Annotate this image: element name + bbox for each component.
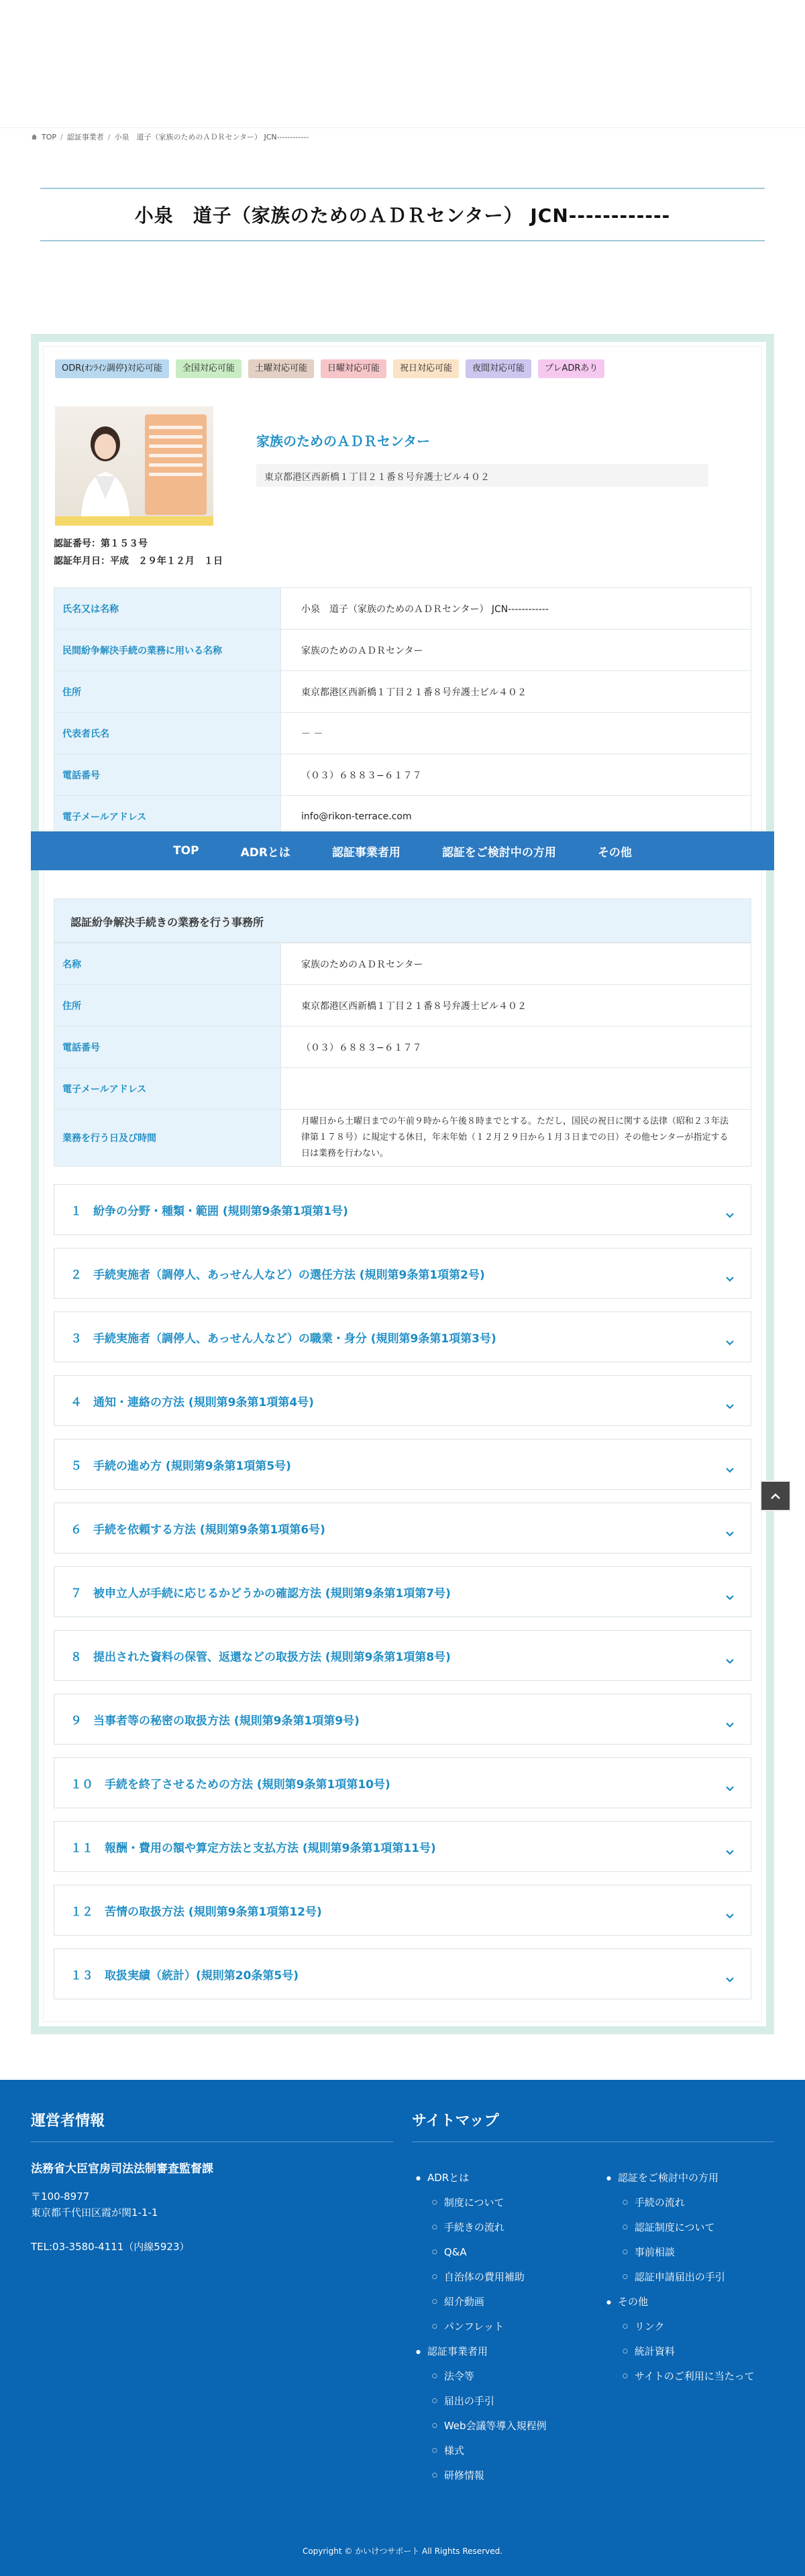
sitemap-link[interactable]: ● その他: [606, 2290, 755, 2315]
sitemap-link[interactable]: ○ 届出の手引: [416, 2389, 547, 2414]
sitemap-link[interactable]: ○ 研修情報: [416, 2463, 547, 2488]
table-row: [54, 1068, 751, 1110]
row-label: 電子メールアドレス: [54, 796, 281, 837]
nav-item[interactable]: ADRとは: [240, 845, 290, 860]
scroll-to-top-button[interactable]: [760, 1480, 791, 1511]
row-value: [281, 1068, 751, 1110]
row-value: （０３）６８８３−６１７７: [281, 1027, 751, 1068]
table-row: [54, 1027, 751, 1068]
sitemap-link[interactable]: ○ 手続の流れ: [606, 2190, 755, 2215]
feature-tag: 祝日対応可能: [393, 359, 459, 378]
operator-tel: TEL:03-3580-4111（内線5923）: [31, 2241, 190, 2253]
chevron-up-icon: [770, 1492, 781, 1499]
sitemap-link[interactable]: ○ Q&A: [416, 2240, 547, 2265]
accordion-title: ６ 手続を依頼する方法 (規則第9条第1項第6号): [70, 1523, 325, 1537]
row-value: 小泉 道子（家族のためのＡＤＲセンター） JCN------------: [281, 588, 751, 630]
certification-info: [54, 535, 223, 570]
row-label: 電子メールアドレス: [54, 1068, 281, 1110]
office-heading: 認証紛争解決手続きの業務を行う事務所: [54, 898, 751, 943]
breadcrumb-link-top[interactable]: TOP: [42, 132, 57, 141]
postal-code: 〒100-8977: [31, 2190, 90, 2203]
chevron-down-icon: [725, 1529, 735, 1539]
table-row: [54, 985, 751, 1027]
row-label: 代表者氏名: [54, 713, 281, 754]
sitemap-link[interactable]: ○ 紹介動画: [416, 2290, 547, 2315]
page-title: 小泉 道子（家族のためのＡＤＲセンター） JCN------------: [134, 204, 671, 227]
sitemap-link[interactable]: ○ 事前相談: [606, 2240, 755, 2265]
org-name: 家族のためのＡＤＲセンター: [256, 433, 431, 449]
accordion-item[interactable]: [54, 1630, 751, 1681]
sitemap-link[interactable]: ○ 認証申請届出の手引: [606, 2265, 755, 2290]
main-nav-bar: [31, 831, 774, 870]
breadcrumb-divider: [0, 127, 805, 128]
chevron-down-icon: [725, 1593, 735, 1602]
street-address: 東京都千代田区霞が関1-1-1: [31, 2207, 158, 2219]
site-footer: [0, 2080, 805, 2576]
row-label: 住所: [54, 985, 281, 1027]
accordion-item[interactable]: [54, 1311, 751, 1362]
person-image-icon: [75, 418, 136, 526]
accordion-item[interactable]: [54, 1948, 751, 1999]
sitemap-link[interactable]: ● 認証事業者用: [416, 2339, 547, 2364]
accordion-title: １０ 手続を終了させるための方法 (規則第9条第1項第10号): [70, 1777, 390, 1792]
breadcrumb: [31, 131, 309, 142]
accordion-title: １２ 苦情の取扱方法 (規則第9条第1項第12号): [70, 1905, 322, 1919]
sitemap-link[interactable]: ○ パンフレット: [416, 2315, 547, 2339]
accordion-item[interactable]: [54, 1885, 751, 1936]
accordion-title: ８ 提出された資料の保管、返還などの取扱方法 (規則第9条第1項第8号): [70, 1650, 451, 1664]
operator-org: 法務省大臣官房司法法制審査監督課: [31, 2162, 213, 2176]
row-label: 氏名又は名称: [54, 588, 281, 630]
accordion-item[interactable]: [54, 1248, 751, 1299]
sitemap-link[interactable]: ● 認証をご検討中の方用: [606, 2166, 755, 2190]
accordion-title: １３ 取扱実績（統計）(規則第20条第5号): [70, 1969, 299, 1983]
accordion-title: ５ 手続の進め方 (規則第9条第1項第5号): [70, 1459, 291, 1473]
chevron-down-icon: [725, 1720, 735, 1730]
sitemap-link[interactable]: ○ Web会議等導入規程例: [416, 2414, 547, 2439]
sitemap-link[interactable]: ○ 手続きの流れ: [416, 2215, 547, 2240]
table-row: [54, 754, 751, 796]
copyright: Copyright © かいけつサポート All Rights Reserved.: [302, 2546, 503, 2556]
certification-number: 認証番号：第１５３号: [54, 538, 148, 549]
office-info-table: [54, 943, 751, 1167]
representative-photo: [55, 406, 213, 526]
accordion-title: １１ 報酬・費用の額や算定方法と支払方法 (規則第9条第1項第11号): [70, 1841, 436, 1855]
nav-item[interactable]: その他: [597, 845, 632, 860]
feature-tag: 日曜対応可能: [321, 359, 386, 378]
feature-tag: 夜間対応可能: [466, 359, 531, 378]
org-address: 東京都港区西新橋１丁目２１番８号弁護士ビル４０２: [256, 464, 708, 487]
accordion-item[interactable]: [54, 1757, 751, 1808]
row-value: 家族のためのＡＤＲセンター: [281, 943, 751, 985]
row-value: info@rikon-terrace.com: [281, 796, 751, 837]
accordion-title: １ 紛争の分野・種類・範囲 (規則第9条第1項第1号): [70, 1204, 348, 1218]
accordion-title: ９ 当事者等の秘密の取扱方法 (規則第9条第1項第9号): [70, 1714, 360, 1728]
accordion-title: ４ 通知・連絡の方法 (規則第9条第1項第4号): [70, 1395, 314, 1409]
operator-address: [31, 2188, 158, 2221]
nav-item[interactable]: TOP: [173, 844, 199, 858]
table-row: [54, 1110, 751, 1167]
sitemap-link[interactable]: ○ 法令等: [416, 2364, 547, 2389]
row-label: 電話番号: [54, 754, 281, 796]
business-info-table: [54, 587, 751, 837]
table-row: [54, 943, 751, 985]
chevron-down-icon: [725, 1657, 735, 1666]
row-value: 東京都港区西新橋１丁目２１番８号弁護士ビル４０２: [281, 671, 751, 713]
sitemap-link[interactable]: ○ 制度について: [416, 2190, 547, 2215]
chevron-down-icon: [725, 1912, 735, 1921]
row-label: 民間紛争解決手続の業務に用いる名称: [54, 630, 281, 671]
sitemap-link[interactable]: ○ 認証制度について: [606, 2215, 755, 2240]
row-label: 電話番号: [54, 1027, 281, 1068]
nav-item[interactable]: 認証事業者用: [331, 845, 400, 860]
feature-tag: ODR(ｵﾝﾗｲﾝ調停)対応可能: [55, 359, 169, 378]
operator-title: 運営者情報: [31, 2113, 105, 2129]
accordion-item[interactable]: [54, 1184, 751, 1235]
row-value: 家族のためのＡＤＲセンター: [281, 630, 751, 671]
chevron-down-icon: [725, 1338, 735, 1348]
row-value: （０３）６８８３−６１７７: [281, 754, 751, 796]
feature-tag: 土曜対応可能: [248, 359, 314, 378]
breadcrumb-current: 小泉 道子（家族のためのＡＤＲセンター） JCN------------: [114, 133, 309, 141]
certification-date: 認証年月日：平成 ２９年１２月 １日: [54, 556, 223, 567]
breadcrumb-link-certified[interactable]: 認証事業者: [66, 133, 104, 141]
home-icon: [31, 133, 38, 140]
sitemap-title: サイトマップ: [412, 2113, 499, 2129]
accordion-title: ２ 手続実施者（調停人、あっせん人など）の選任方法 (規則第9条第1項第2号): [70, 1268, 485, 1282]
table-row: [54, 671, 751, 713]
table-row: [54, 588, 751, 630]
chevron-down-icon: [725, 1275, 735, 1284]
page-title-box: [40, 188, 765, 241]
sitemap-link[interactable]: ○ 様式: [416, 2439, 547, 2463]
accordion-item[interactable]: [54, 1694, 751, 1745]
nav-item[interactable]: 認証をご検討中の方用: [441, 845, 556, 860]
accordion-item[interactable]: [54, 1439, 751, 1490]
row-label: 業務を行う日及び時間: [54, 1110, 281, 1167]
row-label: 名称: [54, 943, 281, 985]
accordion-item[interactable]: [54, 1821, 751, 1872]
sitemap-link[interactable]: ○ リンク: [606, 2315, 755, 2339]
table-row: [54, 713, 751, 754]
sitemap-column-2: [606, 2166, 755, 2389]
sitemap-link[interactable]: ● ADRとは: [416, 2166, 547, 2190]
sitemap-link[interactable]: ○ 統計資料: [606, 2339, 755, 2364]
chevron-down-icon: [725, 1784, 735, 1794]
table-row: [54, 630, 751, 671]
accordion-item[interactable]: [54, 1375, 751, 1426]
accordion-list: [54, 1184, 751, 2012]
chevron-down-icon: [725, 1975, 735, 1985]
feature-tag: 全国対応可能: [176, 359, 241, 378]
row-value: 月曜日から土曜日までの午前９時から午後８時までとする。ただし，国民の祝日に関する法律（昭和２３年法律第１７８号）に規定する休日，年末年始（１２月２９日から１月３日までの日）その他センターが指定する日は業務を行わない。: [281, 1110, 751, 1167]
sitemap-link[interactable]: ○ 自治体の費用補助: [416, 2265, 547, 2290]
accordion-item[interactable]: [54, 1566, 751, 1617]
sitemap-column-1: [416, 2166, 547, 2488]
row-value: 東京都港区西新橋１丁目２１番８号弁護士ビル４０２: [281, 985, 751, 1027]
chevron-down-icon: [725, 1466, 735, 1475]
chevron-down-icon: [725, 1848, 735, 1857]
accordion-title: ７ 被申立人が手続に応じるかどうかの確認方法 (規則第9条第1項第7号): [70, 1586, 451, 1600]
row-value: － －: [281, 713, 751, 754]
chevron-down-icon: [725, 1211, 735, 1220]
feature-tags: [55, 359, 604, 378]
feature-tag: プレADRあり: [538, 359, 604, 378]
sitemap-link[interactable]: ○ サイトのご利用に当たって: [606, 2364, 755, 2389]
accordion-item[interactable]: [54, 1503, 751, 1554]
breadcrumb-separator: /: [60, 132, 63, 141]
row-label: 住所: [54, 671, 281, 713]
chevron-down-icon: [725, 1402, 735, 1411]
breadcrumb-separator: /: [107, 132, 111, 141]
accordion-title: ３ 手続実施者（調停人、あっせん人など）の職業・身分 (規則第9条第1項第3号): [70, 1332, 496, 1346]
